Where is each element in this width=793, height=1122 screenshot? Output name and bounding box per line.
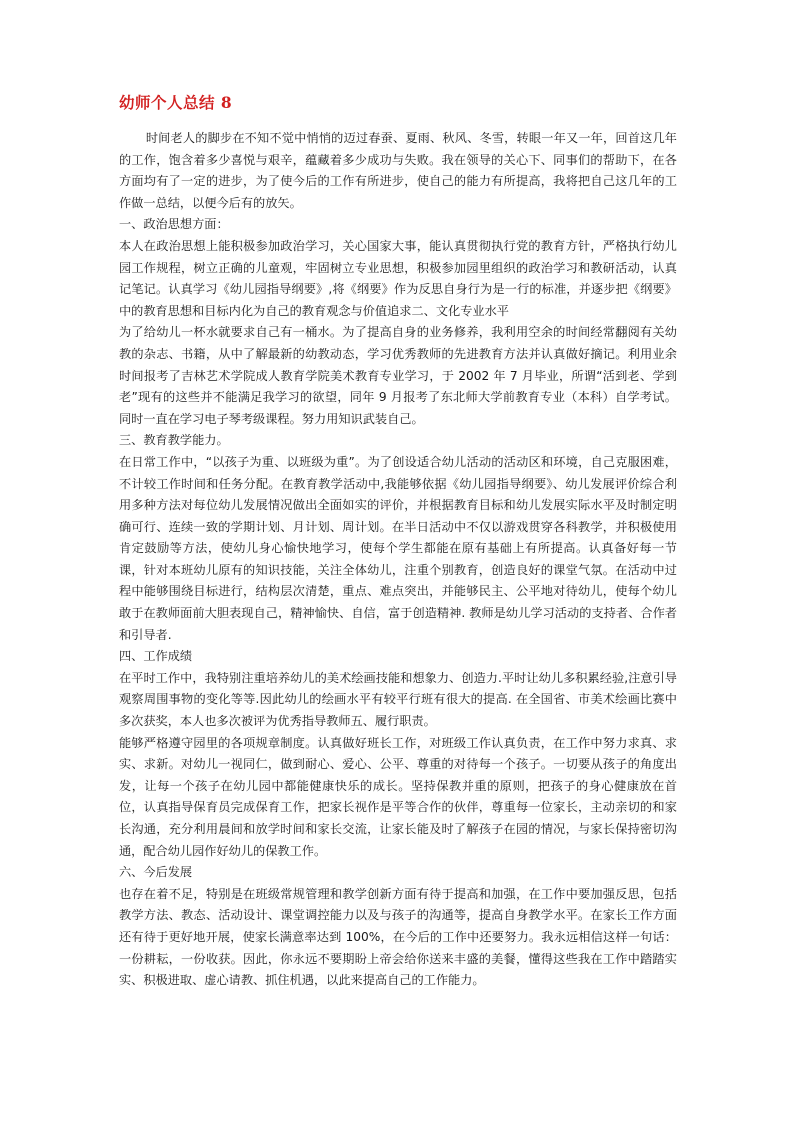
section-body-duties: 能够严格遵守园里的各项规章制度。认真做好班长工作，对班级工作认真负责，在工作中努力求真、求实、求新。对幼儿一视同仁，做到耐心、爱心、公平、尊重的对待每一个孩子。一切要从孩子的角度出发，让每一个孩子在幼儿园中都能健康快乐的成长。坚持保教并重的原则，把孩子的身心健康放在首位，认真指导保育员完成保育工作，把家长视作是平等合作的伙伴，尊重每一位家长，主动亲切的和家长沟通，充分利用晨间和放学时间和家长交流，让家长能及时了解孩子在园的情况，与家长保持密切沟通，配合幼儿园作好幼儿的保教工作。: [119, 735, 677, 858]
section-heading-political: 一、政治思想方面：: [119, 217, 229, 232]
section-heading-teaching: 三、教育教学能力。: [119, 433, 229, 448]
document-page: [119, 92, 677, 992]
section-heading-achievements: 四、工作成绩: [119, 649, 193, 664]
intro-paragraph: 时间老人的脚步在不知不觉中悄悄的迈过春蚕、夏雨、秋风、冬雪，转眼一年又一年，回首这几年的工作，饱含着多少喜悦与艰辛，蕴藏着多少成功与失败。我在领导的关心下、同事们的帮助下，在各方面均有了一定的进步，为了使今后的工作有所进步，使自己的能力有所提高，我将把自己这几年的工作做一总结，以便今后有的放矢。: [119, 131, 677, 210]
section-heading-future: 六、今后发展: [119, 865, 193, 880]
document-title: 幼师个人总结 8: [119, 93, 233, 112]
section-body-future: 也存在着不足，特别是在班级常规管理和教学创新方面有待于提高和加强，在工作中要加强反思，包括教学方法、教态、活动设计、课堂调控能力以及与孩子的沟通等，提高自身教学水平。在家长工作方面还有待于更好地开展，使家长满意率达到 100%，在今后的工作中还要努力。我永远相信这样一句话：一份耕耘，一份收获。因此，你永远不要期盼上帝会给你送来丰盛的美餐，懂得这些我在工作中踏踏实实、积极进取、虚心请教、抓住机遇，以此来提高自己的工作能力。: [119, 886, 677, 988]
section-body-achievements: 在平时工作中，我特别注重培养幼儿的美术绘画技能和想象力、创造力.平时让幼儿多积累经验,注意引导观察周围事物的变化等等.因此幼儿的绘画水平有较平行班有很大的提高. 在全国省、市美术绘画比赛中多次获奖，本人也多次被评为优秀指导教师五、履行职责。: [119, 670, 677, 729]
section-body-professional: 为了给幼儿一杯水就要求自己有一桶水。为了提高自身的业务修养，我利用空余的时间经常翻阅有关幼教的杂志、书籍，从中了解最新的幼教动态，学习优秀教师的先进教育方法并认真做好摘记。利用业余时间报考了吉林艺术学院成人教育学院美术教育专业学习，于 2002 年 7 月毕业，所谓“活到老、学到老”现有的这些并不能满足我学习的欲望，同年 9 月报考了东北师大学前教育专业（本科）自学考试。同时一直在学习电子琴考级课程。努力用知识武装自己。: [119, 325, 677, 426]
section-body-teaching: 在日常工作中，“以孩子为重、以班级为重”。为了创设适合幼儿活动的活动区和环境，自己克服困难，不计较工作时间和任务分配。在教育教学活动中,我能够依据《幼儿园指导纲要》、幼儿发展评价综合利用多种方法对每位幼儿发展情况做出全面如实的评价，并根据教育目标和幼儿发展实际水平及时制定明确可行、连续一致的学期计划、月计划、周计划。在半日活动中不仅以游戏贯穿各科教学，并积极使用肯定鼓励等方法，使幼儿身心愉快地学习，使每个学生都能在原有基础上有所提高。认真备好每一节课，针对本班幼儿原有的知识技能，关注全体幼儿，注重个别教育，创造良好的课堂气氛。在活动中过程中能够围绕目标进行，结构层次清楚，重点、难点突出，并能够民主、公平地对待幼儿，使每个幼儿敢于在教师面前大胆表现自己，精神愉快、自信，富于创造精神. 教师是幼儿学习活动的支持者、合作者和引导者.: [119, 454, 677, 642]
section-body-political: 本人在政治思想上能积极参加政治学习，关心国家大事，能认真贯彻执行党的教育方针，严格执行幼儿园工作规程，树立正确的儿童观，牢固树立专业思想，积极参加园里组织的政治学习和教研活动，认真记笔记。认真学习《幼儿园指导纲要》,将《纲要》作为反思自身行为是一行的标准，并逐步把《纲要》中的教育思想和目标内化为自己的教育观念与价值追求二、文化专业水平: [119, 238, 677, 318]
